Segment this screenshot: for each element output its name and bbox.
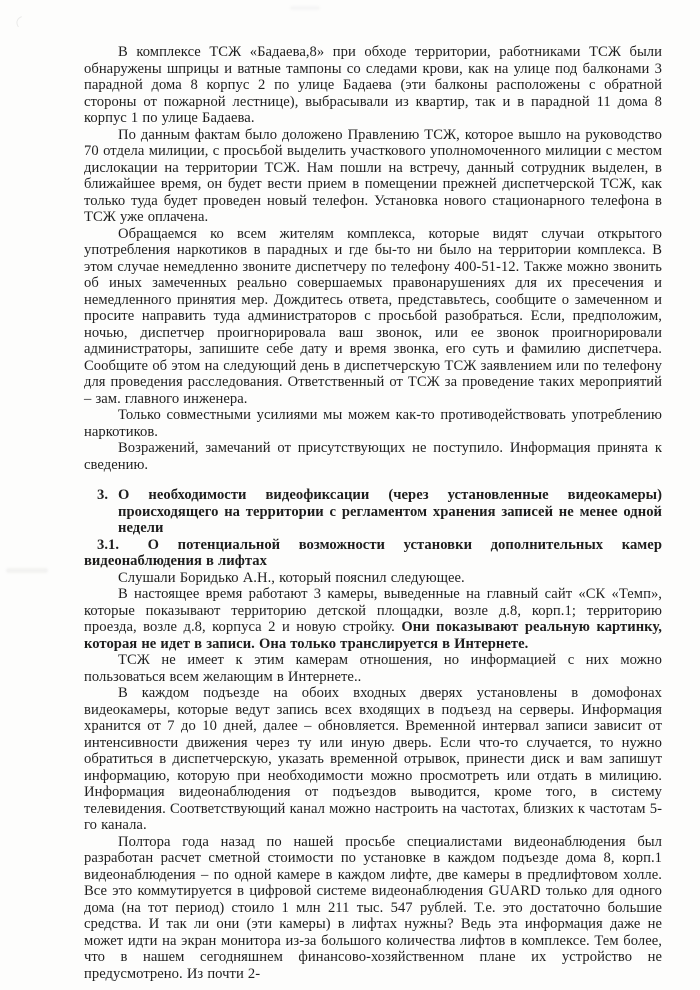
scan-artifact-arc [14, 12, 46, 38]
paragraph-cost-estimate: Полтора года назад по нашей просьбе специалистами видеонаблюдения был разработан расчет сметной стоимости по установке в каждом подъезде дома 8, корп.1 видеонаблюдения – по одной камере в каждом лифте, две камеры в предлифтовом холле. Все это коммутируется в цифровой системе видеонаблюдения GUARD только для одного дома (на тот период) стоило 1 млн 211 тыс. 547 рублей. Т.е. это достаточно большие средства. И так ли они (эти камеры) в лифтах нужны? Ведь эта информация даже не может идти на экран монитора из-за большого количества лифтов в комплексе. Тем более, что в нашем сегодняшнем финансово-хозяйственном плане их устройство не предусмотрено. Из почти 2- [84, 833, 662, 982]
section-number-3-1: 3.1. [97, 536, 120, 553]
section-heading-3-text: О необходимости видеофиксации (через установленные видеокамеры) происходящего на территории с регламентом хранения записей не менее одной недели [118, 487, 662, 536]
paragraph-residents-appeal: Обращаемся ко всем жителям комплекса, которые видят случаи открытого употребления наркотиков в парадных и где бы-то ни было на территории комплекса. В этом случае немедленно звоните диспетчеру по телефону 400-51-12. Также можно звонить об иных замеченных реально совершаемых правонарушениях для их пресечения и немедленного принятия мер. Дождитесь ответа, представьтесь, сообщите о замеченном и просите направить туда администраторов с просьбой разобраться. Если, предположим, ночью, диспетчер проигнорировала ваш звонок, или ее звонок проигнорировали администраторы, запишите себе дату и время звонка, его суть и фамилию диспетчера. Сообщите об этом на следующий день в диспетчерскую ТСЖ заявлением или по телефону для проведения расследования. Ответственный от ТСЖ за проведение таких мероприятий – зам. главного инженера. [84, 225, 662, 407]
paragraph-speaker-boridko: Слушали Боридько А.Н., который пояснил следующее. [118, 569, 465, 586]
paragraph-tsj-no-relation: ТСЖ не имеет к этим камерам отношения, но информацией с них можно пользоваться всем желающим в Интернете.. [84, 652, 662, 685]
scan-artifact-smudge [6, 568, 48, 573]
document-body [84, 44, 662, 982]
scan-artifact-smudge [290, 6, 320, 10]
section-number-3: 3. [97, 487, 109, 503]
paragraph-complex-inspection: В комплексе ТСЖ «Бадаева,8» при обходе территории, работниками ТСЖ были обнаружены шприцы и ватные тампоны со следами крови, как на улице под балконами 3 парадной дома 8 корпус 2 по улице Бадаева (эти балконы расположены с обратной стороны от пожарной лестнице), выбрасывали из квартир, так и в парадной 11 дома 8 корпус 1 по улице Бадаева. [84, 44, 662, 126]
section-heading-3 [84, 487, 662, 537]
paragraph-three-cameras-bold: Они показывают реальную картинку, которая не идет в записи. Она только транслируется в Интернете. [84, 619, 662, 652]
paragraph-joint-efforts: Только совместными усилиями мы можем как-то противодействовать употреблению наркотиков. [84, 407, 662, 440]
paragraph-entrance-cameras: В каждом подъезде на обоих входных дверях установлены в домофонах видеокамеры, которые ведут запись всех входящих в подъезд на серверы. Информация хранится от 7 до 10 дней, далее – обновляется. Временной интервал записи зависит от интенсивности движения через ту или иную дверь. Если что-то случается, то нужно обратиться в диспетчерскую, указать временной отрывок, принести диск и вам запишут информацию, которую при необходимости можно просмотреть или отдать в милицию. Информация видеонаблюдения от подъездов выводится, кроме того, в систему телевидения. Соответствующий канал можно настроить на частотах, близких к частотам 5-го канала. [84, 685, 662, 833]
paragraph-three-cameras [84, 586, 662, 652]
section-heading-3-1 [84, 537, 662, 570]
section-heading-3-1-text: О потенциальной возможности установки дополнительных камер видеонаблюдения в лифтах [84, 536, 662, 569]
paragraph-police-report: По данным фактам было доложено Правлению ТСЖ, которое вышло на руководство 70 отдела милиции, с просьбой выделить участкового уполномоченного милиции с местом дислокации на территории ТСЖ. Нам пошли на встречу, данный сотрудник выделен, в ближайшее время, он будет вести прием в помещении прежней диспетчерской ТСЖ, как только туда будет проведен новый телефон. Установка нового стационарного телефона в ТСЖ уже оплачена. [84, 126, 662, 225]
paragraph-three-cameras-normal: В настоящее время работают 3 камеры, выведенные на главный сайт «СК «Темп», которые показывают территорию детской площадки, возле д.8, корп.1; территорию проезда, возле д.8, корпуса 2 и новую стройку. [84, 586, 662, 635]
paragraph-no-objections: Возражений, замечаний от присутствующих не поступило. Информация принята к сведению. [84, 440, 662, 473]
